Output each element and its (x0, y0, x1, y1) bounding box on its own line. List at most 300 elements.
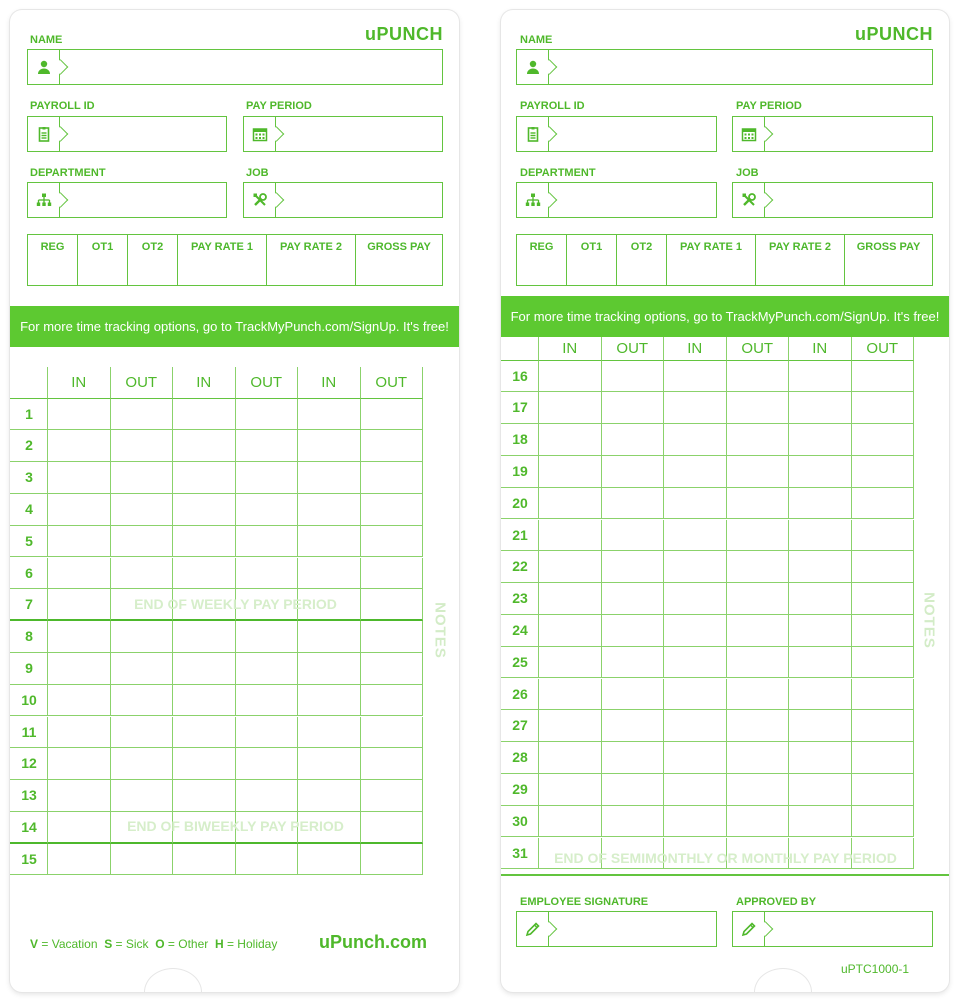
day-number: 7 (25, 596, 33, 613)
day-cell (10, 430, 48, 462)
punch-cell[interactable] (602, 392, 665, 424)
name-label: NAME (520, 34, 553, 46)
punch-cell[interactable] (664, 520, 727, 552)
summary-header-reg: REG (28, 235, 78, 285)
punch-cell[interactable] (111, 621, 174, 653)
punch-cell[interactable] (539, 361, 602, 393)
punch-cell[interactable] (48, 717, 111, 749)
punch-cell[interactable] (298, 430, 361, 462)
punch-cell[interactable] (173, 685, 236, 717)
column-header-in: IN (173, 367, 236, 399)
punch-cell[interactable] (789, 583, 852, 615)
payroll-id-input[interactable] (555, 117, 712, 151)
day-cell (10, 621, 48, 653)
day-number: 13 (21, 787, 37, 804)
column-header-in: IN (539, 337, 602, 361)
punch-cell[interactable] (602, 583, 665, 615)
punch-cell[interactable] (664, 647, 727, 679)
month-period-watermark: END OF SEMIMONTHLY OR MONTHLY PAY PERIOD (554, 850, 897, 866)
department-label: DEPARTMENT (520, 167, 596, 179)
punch-cell[interactable] (664, 361, 727, 393)
punch-cell[interactable] (111, 558, 174, 590)
department-input[interactable] (555, 183, 712, 217)
punch-cell[interactable] (111, 494, 174, 526)
punch-cell[interactable] (236, 494, 299, 526)
punch-cell[interactable] (664, 710, 727, 742)
punch-cell[interactable] (111, 526, 174, 558)
day-number: 16 (512, 367, 528, 384)
day-number: 1 (25, 405, 33, 422)
pay-period-field[interactable] (243, 116, 443, 152)
day-number: 2 (25, 437, 33, 454)
punch-cell[interactable] (727, 392, 790, 424)
punch-cell[interactable] (236, 653, 299, 685)
punch-cell[interactable] (173, 653, 236, 685)
job-field[interactable] (243, 182, 443, 218)
summary-header-ot2: OT2 (128, 235, 178, 285)
column-header-out: OUT (727, 337, 790, 361)
notes-column-label: NOTES (920, 592, 938, 649)
punch-cell[interactable] (298, 844, 361, 876)
day-cell (10, 526, 48, 558)
punch-cell[interactable] (602, 361, 665, 393)
punch-cell[interactable] (539, 583, 602, 615)
punch-cell[interactable] (298, 717, 361, 749)
punch-cell[interactable] (539, 774, 602, 806)
day-number: 21 (512, 526, 528, 543)
punch-cell[interactable] (111, 717, 174, 749)
day-cell (501, 424, 539, 456)
card-model-code: uPTC1000-1 (841, 962, 910, 976)
day-number: 25 (512, 653, 528, 670)
punch-cell[interactable] (48, 685, 111, 717)
legend-key-o: O (155, 937, 165, 951)
day-cell (10, 812, 48, 844)
punch-cell[interactable] (298, 685, 361, 717)
punch-cell[interactable] (789, 456, 852, 488)
punch-cell[interactable] (48, 462, 111, 494)
punch-cell[interactable] (236, 621, 299, 653)
punch-cell[interactable] (789, 647, 852, 679)
punch-cell[interactable] (236, 748, 299, 780)
punch-cell[interactable] (173, 399, 236, 431)
day-cell (501, 583, 539, 615)
punch-cell[interactable] (361, 399, 424, 431)
punch-cell[interactable] (789, 361, 852, 393)
punch-cell[interactable] (852, 742, 915, 774)
legend-key-s: S (104, 937, 113, 951)
punch-cell[interactable] (111, 748, 174, 780)
punch-cell[interactable] (602, 742, 665, 774)
id-badge-icon (28, 117, 60, 151)
punch-cell[interactable] (727, 710, 790, 742)
day-number: 28 (512, 749, 528, 766)
punch-cell[interactable] (361, 558, 424, 590)
punch-cell[interactable] (539, 615, 602, 647)
punch-cell[interactable] (664, 774, 727, 806)
card-notch (144, 968, 202, 992)
name-input[interactable] (66, 50, 438, 84)
summary-header-ot1: OT1 (78, 235, 128, 285)
day-cell (501, 742, 539, 774)
punch-cell[interactable] (789, 806, 852, 838)
punch-cell[interactable] (539, 520, 602, 552)
punch-grid-days-16-31 (501, 337, 912, 873)
punch-cell[interactable] (727, 615, 790, 647)
person-icon (28, 50, 60, 84)
department-field[interactable] (27, 182, 227, 218)
column-header-in: IN (298, 367, 361, 399)
punch-cell[interactable] (361, 748, 424, 780)
punch-cell[interactable] (852, 679, 915, 711)
punch-cell[interactable] (48, 558, 111, 590)
punch-cell[interactable] (111, 430, 174, 462)
punch-cell[interactable] (789, 488, 852, 520)
punch-cell[interactable] (173, 430, 236, 462)
day-cell (10, 653, 48, 685)
punch-cell[interactable] (236, 399, 299, 431)
punch-cell[interactable] (236, 685, 299, 717)
punch-cell[interactable] (602, 520, 665, 552)
time-card-front (10, 10, 459, 992)
approved-by-label: APPROVED BY (736, 896, 817, 908)
punch-cell[interactable] (48, 494, 111, 526)
day-number: 17 (512, 399, 528, 416)
biweekly-period-watermark: END OF BIWEEKLY PAY PERIOD (127, 818, 344, 834)
day-number: 5 (25, 532, 33, 549)
punch-cell[interactable] (664, 615, 727, 647)
punch-cell[interactable] (727, 424, 790, 456)
punch-cell[interactable] (236, 844, 299, 876)
day-cell (10, 399, 48, 431)
punch-cell[interactable] (602, 456, 665, 488)
pay-period-input[interactable] (771, 117, 928, 151)
punch-cell[interactable] (789, 710, 852, 742)
punch-cell[interactable] (361, 621, 424, 653)
punch-cell[interactable] (852, 583, 915, 615)
punch-cell[interactable] (539, 424, 602, 456)
summary-header-gross-pay: GROSS PAY (856, 241, 921, 253)
punch-cell[interactable] (539, 551, 602, 583)
punch-cell[interactable] (48, 844, 111, 876)
legend-text-sick: = Sick (115, 937, 149, 951)
punch-cell[interactable] (539, 647, 602, 679)
summary-header-pay-rate-2: PAY RATE 2 (756, 235, 845, 285)
punch-cell[interactable] (727, 488, 790, 520)
day-number: 22 (512, 558, 528, 575)
upunch-website: uPunch.com (319, 932, 428, 952)
punch-cell[interactable] (852, 615, 915, 647)
punch-cell[interactable] (852, 520, 915, 552)
punch-cell[interactable] (48, 621, 111, 653)
day-cell (501, 361, 539, 393)
punch-cell[interactable] (298, 653, 361, 685)
pay-period-field[interactable] (732, 116, 933, 152)
calendar-icon (244, 117, 276, 151)
department-label: DEPARTMENT (30, 167, 106, 179)
punch-cell[interactable] (664, 392, 727, 424)
punch-cell[interactable] (298, 494, 361, 526)
punch-cell[interactable] (361, 717, 424, 749)
approved-by-input[interactable] (771, 912, 928, 946)
pay-period-label: PAY PERIOD (246, 100, 312, 112)
punch-cell[interactable] (539, 742, 602, 774)
pay-summary-table (516, 234, 933, 286)
punch-cell[interactable] (173, 462, 236, 494)
punch-cell[interactable] (298, 748, 361, 780)
punch-cell[interactable] (539, 392, 602, 424)
punch-cell[interactable] (664, 488, 727, 520)
day-cell (501, 392, 539, 424)
summary-header-reg: REG (517, 235, 567, 285)
column-header-in: IN (664, 337, 727, 361)
punch-cell[interactable] (173, 526, 236, 558)
punch-cell[interactable] (236, 462, 299, 494)
employee-signature-label: EMPLOYEE SIGNATURE (520, 896, 649, 908)
job-label: JOB (736, 167, 759, 179)
punch-cell[interactable] (789, 742, 852, 774)
person-icon (517, 50, 549, 84)
punch-cell[interactable] (602, 551, 665, 583)
pay-period-input[interactable] (282, 117, 438, 151)
punch-cell[interactable] (664, 456, 727, 488)
org-chart-icon (28, 183, 60, 217)
punch-cell[interactable] (852, 456, 915, 488)
grid-corner-cell (501, 337, 539, 361)
day-number: 6 (25, 564, 33, 581)
promo-banner: For more time tracking options, go to TrackMyPunch.com/SignUp. It's free! (10, 306, 459, 347)
day-cell (501, 679, 539, 711)
day-cell (10, 780, 48, 812)
punch-cell[interactable] (727, 774, 790, 806)
punch-cell[interactable] (664, 551, 727, 583)
punch-cell[interactable] (361, 430, 424, 462)
name-label: NAME (30, 34, 63, 46)
punch-cell[interactable] (361, 844, 424, 876)
punch-cell[interactable] (236, 717, 299, 749)
payroll-id-input[interactable] (66, 117, 222, 151)
punch-cell[interactable] (539, 488, 602, 520)
punch-cell[interactable] (727, 456, 790, 488)
punch-cell[interactable] (236, 430, 299, 462)
pencil-icon (517, 912, 549, 946)
summary-header-ot2: OT2 (617, 235, 667, 285)
punch-cell[interactable] (361, 653, 424, 685)
punch-cell[interactable] (727, 551, 790, 583)
day-number: 18 (512, 431, 528, 448)
punch-cell[interactable] (852, 424, 915, 456)
punch-cell[interactable] (111, 462, 174, 494)
name-field[interactable] (27, 49, 443, 85)
punch-cell[interactable] (602, 488, 665, 520)
org-chart-icon (517, 183, 549, 217)
punch-cell[interactable] (48, 748, 111, 780)
punch-cell[interactable] (852, 361, 915, 393)
tools-icon (244, 183, 276, 217)
punch-cell[interactable] (539, 679, 602, 711)
punch-cell[interactable] (852, 710, 915, 742)
day-cell (501, 520, 539, 552)
punch-cell[interactable] (852, 551, 915, 583)
punch-cell[interactable] (602, 806, 665, 838)
punch-cell[interactable] (539, 710, 602, 742)
punch-cell[interactable] (664, 742, 727, 774)
punch-cell[interactable] (789, 520, 852, 552)
pay-period-label: PAY PERIOD (736, 100, 802, 112)
name-field[interactable] (516, 49, 933, 85)
punch-cell[interactable] (298, 526, 361, 558)
punch-cell[interactable] (664, 806, 727, 838)
punch-cell[interactable] (852, 774, 915, 806)
day-number: 4 (25, 500, 33, 517)
punch-cell[interactable] (48, 399, 111, 431)
legend-key-v: V (30, 937, 39, 951)
job-input[interactable] (282, 183, 438, 217)
punch-cell[interactable] (789, 424, 852, 456)
department-input[interactable] (66, 183, 222, 217)
punch-cell[interactable] (111, 780, 174, 812)
day-number: 12 (21, 755, 37, 772)
tools-icon (733, 183, 765, 217)
punch-cell[interactable] (48, 653, 111, 685)
punch-cell[interactable] (361, 494, 424, 526)
punch-cell[interactable] (236, 526, 299, 558)
punch-cell[interactable] (664, 583, 727, 615)
legend-text-other: = Other (167, 937, 209, 951)
punch-cell[interactable] (789, 679, 852, 711)
payroll-id-field[interactable] (516, 116, 717, 152)
day-cell (501, 647, 539, 679)
punch-cell[interactable] (852, 806, 915, 838)
grid-corner-cell (10, 367, 48, 399)
summary-header-pay-rate-2: PAY RATE 2 (267, 235, 356, 285)
payroll-id-field[interactable] (27, 116, 227, 152)
punch-cell[interactable] (48, 780, 111, 812)
punch-cell[interactable] (298, 399, 361, 431)
punch-cell[interactable] (602, 424, 665, 456)
day-number: 11 (21, 723, 37, 740)
punch-cell[interactable] (173, 780, 236, 812)
punch-cell[interactable] (602, 710, 665, 742)
day-number: 10 (21, 691, 37, 708)
punch-cell[interactable] (727, 647, 790, 679)
punch-cell[interactable] (727, 583, 790, 615)
punch-cell[interactable] (173, 621, 236, 653)
punch-cell[interactable] (664, 424, 727, 456)
day-cell (501, 488, 539, 520)
day-cell (501, 774, 539, 806)
punch-cell[interactable] (727, 679, 790, 711)
grid-bottom-divider (501, 874, 949, 876)
punch-cell[interactable] (852, 392, 915, 424)
punch-cell[interactable] (173, 717, 236, 749)
punch-cell[interactable] (727, 742, 790, 774)
punch-cell[interactable] (789, 392, 852, 424)
column-header-out: OUT (852, 337, 915, 361)
punch-cell[interactable] (727, 361, 790, 393)
punch-cell[interactable] (298, 780, 361, 812)
punch-cell[interactable] (361, 462, 424, 494)
punch-cell[interactable] (48, 526, 111, 558)
day-cell (10, 589, 48, 621)
legend-key-h: H (214, 937, 224, 951)
punch-cell[interactable] (173, 844, 236, 876)
day-cell (10, 685, 48, 717)
punch-cell[interactable] (298, 558, 361, 590)
job-field[interactable] (732, 182, 933, 218)
punch-cell[interactable] (664, 679, 727, 711)
column-header-out: OUT (602, 337, 665, 361)
department-field[interactable] (516, 182, 717, 218)
punch-cell[interactable] (539, 456, 602, 488)
name-input[interactable] (555, 50, 928, 84)
punch-cell[interactable] (602, 615, 665, 647)
legend-text-vacation: = Vacation (41, 937, 98, 951)
approved-by-field[interactable] (732, 911, 933, 947)
day-number: 31 (512, 844, 528, 861)
punch-cell[interactable] (789, 615, 852, 647)
punch-cell[interactable] (298, 621, 361, 653)
punch-cell[interactable] (727, 806, 790, 838)
day-number: 30 (512, 812, 528, 829)
punch-cell[interactable] (111, 685, 174, 717)
day-number: 24 (512, 621, 528, 638)
punch-cell[interactable] (539, 806, 602, 838)
punch-cell[interactable] (789, 551, 852, 583)
day-number: 14 (21, 818, 37, 835)
column-header-in: IN (48, 367, 111, 399)
punch-cell[interactable] (48, 430, 111, 462)
punch-cell[interactable] (852, 647, 915, 679)
punch-cell[interactable] (173, 494, 236, 526)
day-cell (501, 806, 539, 838)
day-number: 3 (25, 469, 33, 486)
punch-cell[interactable] (173, 558, 236, 590)
punch-cell[interactable] (602, 679, 665, 711)
punch-cell[interactable] (602, 647, 665, 679)
punch-cell[interactable] (361, 685, 424, 717)
promo-banner: For more time tracking options, go to TrackMyPunch.com/SignUp. It's free! (501, 296, 949, 337)
employee-signature-field[interactable] (516, 911, 717, 947)
punch-cell[interactable] (727, 520, 790, 552)
punch-cell[interactable] (111, 844, 174, 876)
employee-signature-input[interactable] (555, 912, 712, 946)
punch-grid-days-1-15 (10, 367, 423, 877)
column-header-out: OUT (361, 367, 424, 399)
job-input[interactable] (771, 183, 928, 217)
punch-cell[interactable] (236, 558, 299, 590)
punch-cell[interactable] (173, 748, 236, 780)
punch-cell[interactable] (361, 780, 424, 812)
day-cell (10, 844, 48, 876)
weekly-period-watermark: END OF WEEKLY PAY PERIOD (134, 596, 337, 612)
punch-cell[interactable] (852, 488, 915, 520)
punch-cell[interactable] (298, 462, 361, 494)
day-cell (10, 748, 48, 780)
punch-cell[interactable] (361, 526, 424, 558)
day-number: 8 (25, 628, 33, 645)
job-label: JOB (246, 167, 269, 179)
punch-cell[interactable] (111, 653, 174, 685)
punch-cell[interactable] (789, 774, 852, 806)
day-number: 27 (512, 717, 528, 734)
punch-cell[interactable] (236, 780, 299, 812)
punch-cell[interactable] (602, 774, 665, 806)
status-legend (30, 937, 277, 951)
day-cell (501, 551, 539, 583)
payroll-id-label: PAYROLL ID (520, 100, 585, 112)
punch-cell[interactable] (111, 399, 174, 431)
